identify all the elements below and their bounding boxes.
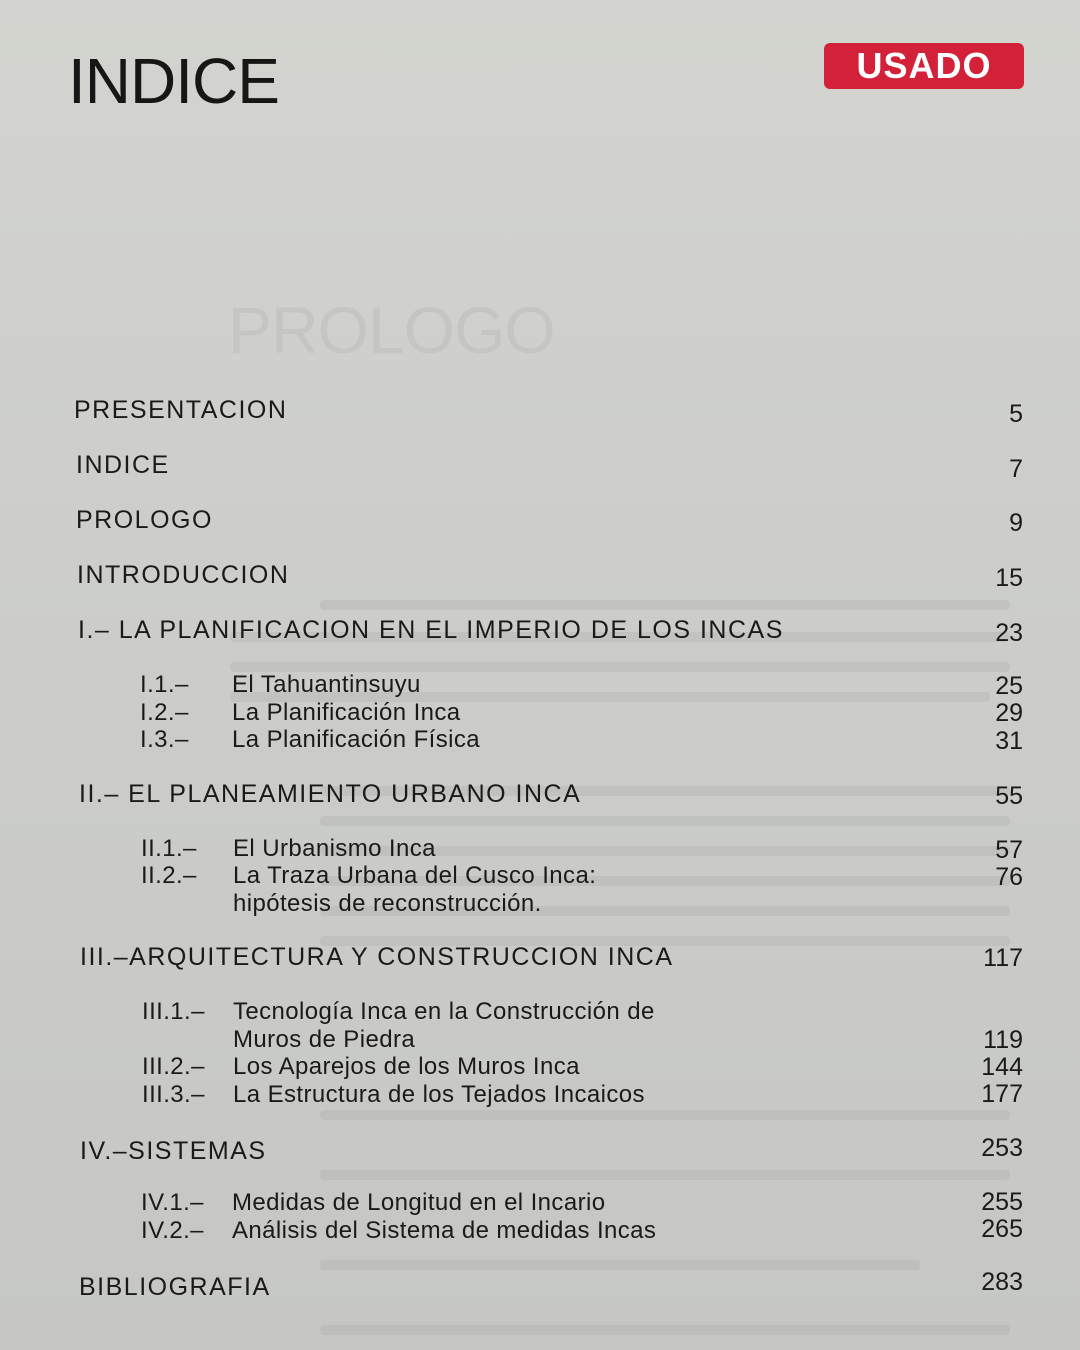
toc-sub-code: III.3.–: [142, 1081, 205, 1108]
toc-sub-entry: [140, 671, 421, 699]
toc-sub-label: Medidas de Longitud en el Incario: [232, 1189, 606, 1216]
toc-sub-code: IV.1.–: [141, 1189, 204, 1216]
toc-page-chapter-2: 55: [995, 782, 1023, 810]
toc-sub-entry: [140, 726, 480, 754]
toc-chapter-4: IV.–SISTEMAS: [80, 1137, 267, 1165]
used-badge: USADO: [824, 43, 1024, 89]
toc-sub-label: Análisis del Sistema de medidas Incas: [232, 1217, 657, 1244]
toc-sub-label: La Planificación Física: [232, 726, 480, 753]
toc-sub-entry: [142, 1053, 580, 1081]
toc-sub-label: La Planificación Inca: [232, 699, 461, 726]
toc-sub-entry: [141, 862, 596, 890]
toc-entry-prologo: PROLOGO: [76, 506, 213, 534]
toc-chapter-1: I.– LA PLANIFICACION EN EL IMPERIO DE LOS INCAS: [78, 616, 784, 644]
toc-entry-introduccion: INTRODUCCION: [77, 561, 290, 589]
toc-sub-code: IV.2.–: [141, 1217, 204, 1244]
toc-sub-entry: [142, 998, 655, 1026]
show-through-line: [320, 816, 1010, 826]
toc-sub-entry: [141, 1217, 656, 1245]
toc-sub-entry: [140, 699, 461, 727]
toc-sub-page: 31: [995, 727, 1023, 755]
toc-chapter-3: III.–ARQUITECTURA Y CONSTRUCCION INCA: [80, 943, 674, 971]
toc-sub-label-continued: hipótesis de reconstrucción.: [233, 890, 542, 917]
toc-entry-indice: INDICE: [76, 451, 170, 479]
toc-entry-presentacion: PRESENTACION: [74, 396, 288, 424]
toc-page-chapter-1: 23: [995, 619, 1023, 647]
toc-sub-code: II.1.–: [141, 835, 197, 862]
toc-page-indice: 7: [1009, 455, 1023, 483]
toc-sub-code: I.3.–: [140, 726, 189, 753]
toc-sub-page: 119: [983, 1026, 1023, 1054]
toc-sub-label: Los Aparejos de los Muros Inca: [233, 1053, 580, 1080]
toc-page-presentacion: 5: [1009, 400, 1023, 428]
toc-sub-page: 25: [995, 672, 1023, 700]
toc-sub-label-continued: Muros de Piedra: [233, 1026, 416, 1053]
toc-page-chapter-3: 117: [983, 944, 1023, 972]
show-through-line: [320, 1170, 1010, 1180]
toc-sub-code: I.1.–: [140, 671, 189, 698]
toc-sub-entry: [141, 1189, 605, 1217]
toc-sub-label: Tecnología Inca en la Construcción de: [233, 998, 655, 1025]
toc-page-prologo: 9: [1009, 509, 1023, 537]
show-through-line: [320, 1110, 1010, 1120]
toc-page-introduccion: 15: [995, 564, 1023, 592]
toc-sub-label: El Tahuantinsuyu: [232, 671, 421, 698]
toc-sub-page: 265: [981, 1215, 1023, 1243]
toc-sub-label: La Traza Urbana del Cusco Inca:: [233, 862, 597, 889]
toc-sub-page: 255: [981, 1188, 1023, 1216]
toc-page-chapter-4: 253: [981, 1134, 1023, 1162]
show-through-text: PROLOGO: [228, 293, 555, 367]
toc-sub-code: I.2.–: [140, 699, 189, 726]
toc-page-bibliografia: 283: [981, 1268, 1023, 1296]
toc-sub-page: 144: [981, 1053, 1023, 1081]
toc-entry-bibliografia: BIBLIOGRAFIA: [79, 1273, 271, 1301]
show-through-line: [320, 1260, 920, 1270]
toc-chapter-2: II.– EL PLANEAMIENTO URBANO INCA: [79, 780, 582, 808]
toc-sub-code: II.2.–: [141, 862, 197, 889]
show-through-line: [320, 1325, 1010, 1335]
toc-sub-page: 177: [981, 1080, 1023, 1108]
page-title: INDICE: [68, 45, 279, 117]
toc-sub-page: 76: [995, 863, 1023, 891]
toc-sub-label: La Estructura de los Tejados Incaicos: [233, 1081, 645, 1108]
toc-sub-entry: [141, 835, 436, 863]
toc-sub-label: El Urbanismo Inca: [233, 835, 436, 862]
toc-sub-page: 29: [995, 699, 1023, 727]
toc-sub-page: 57: [995, 836, 1023, 864]
toc-sub-entry: [142, 1081, 645, 1109]
show-through-line: [320, 600, 1010, 610]
toc-sub-code: III.1.–: [142, 998, 205, 1025]
toc-sub-code: III.2.–: [142, 1053, 205, 1080]
